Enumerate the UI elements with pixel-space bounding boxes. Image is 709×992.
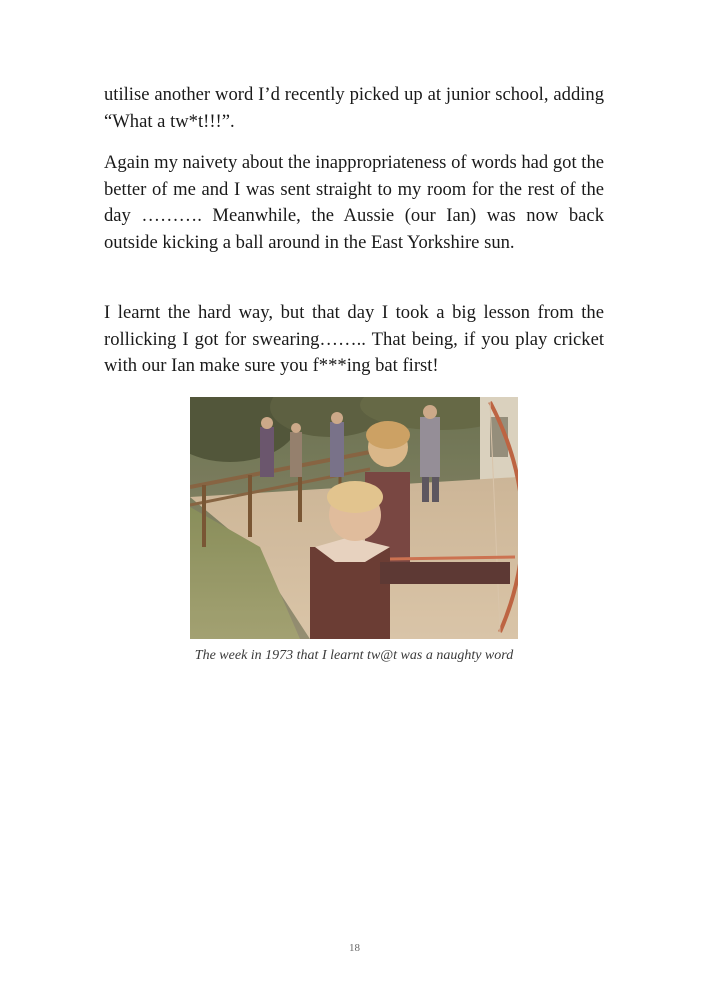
body-paragraph-3: I learnt the hard way, but that day I took a big lesson from the rollicking I got for swearing…….. That being, if you play cricket with our Ian make sure you f***ing bat first! (104, 302, 604, 376)
archery-photo (190, 397, 518, 639)
body-paragraph-1: utilise another word I’d recently picked up at junior school, adding “What a tw*t!!!”. (104, 84, 604, 132)
photo-caption: The week in 1973 that I learnt tw@t was a naughty word (194, 648, 514, 663)
page-number: 18 (349, 942, 360, 954)
body-paragraph-2: Again my naivety about the inappropriateness of words had got the better of me and I was sent straight to my room for the rest of the day ………. Meanwhile, the Aussie (our Ian) was now back outside kicking a ball around in the East Yorkshire sun. (104, 152, 604, 253)
